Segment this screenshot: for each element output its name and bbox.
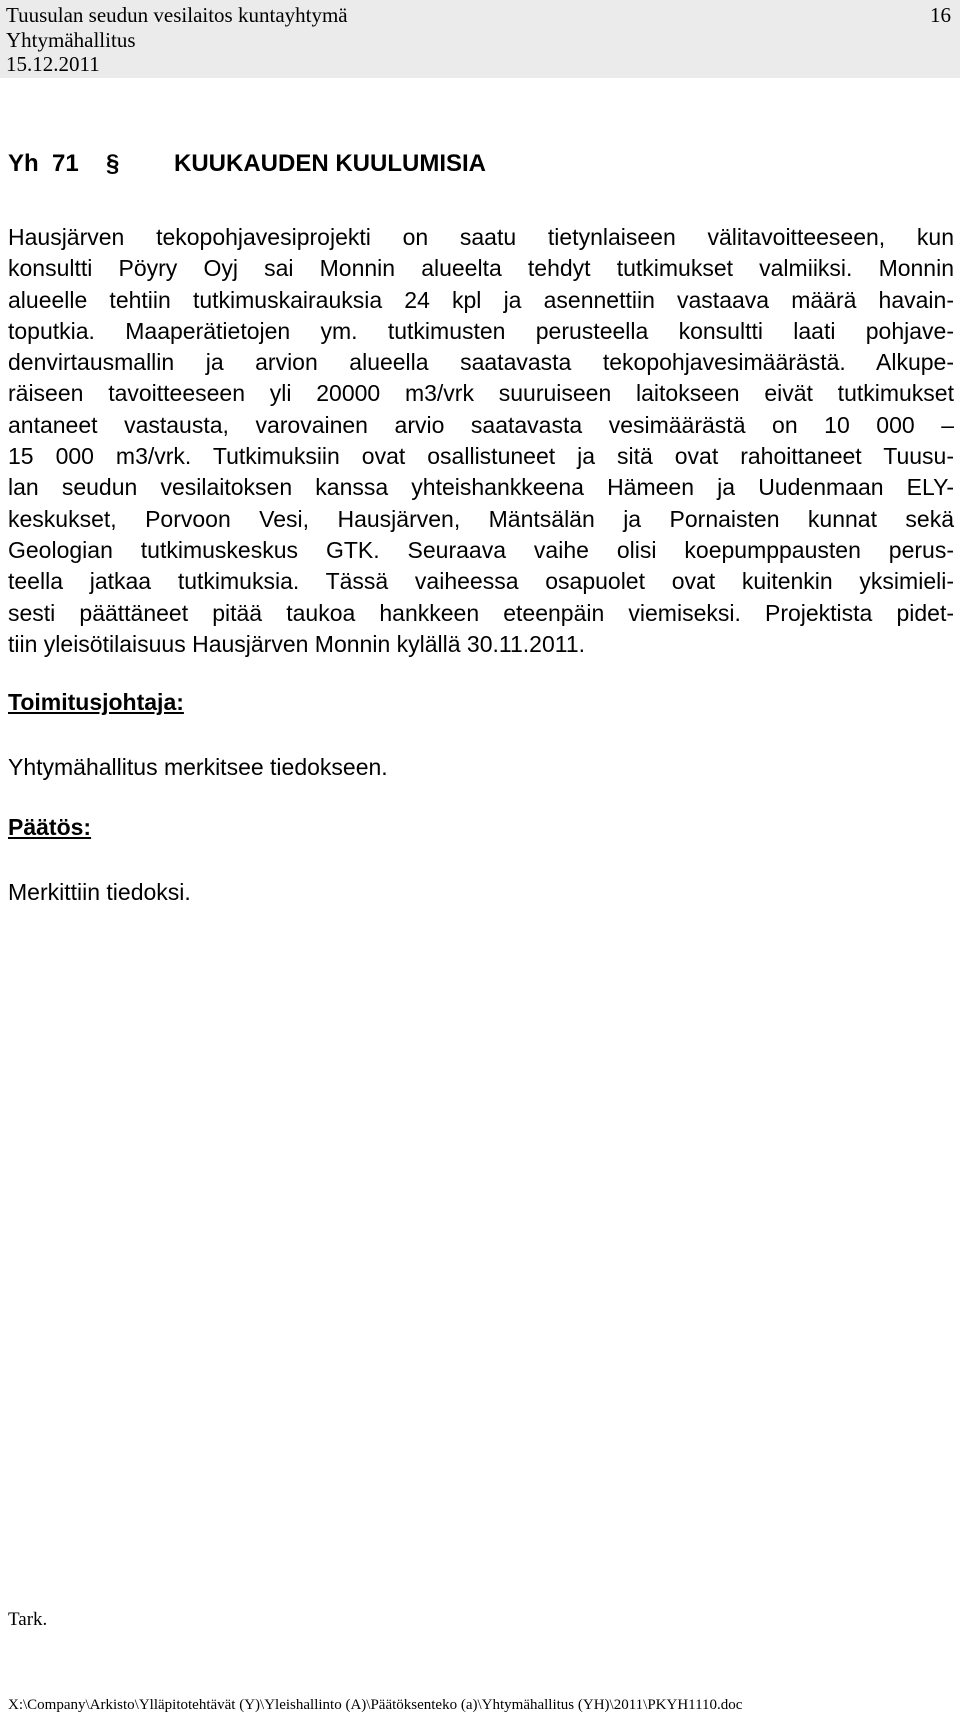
document-header	[0, 0, 960, 78]
decision-label: Päätös:	[8, 814, 92, 840]
organization-name: Tuusulan seudun vesilaitos kuntayhtymä	[6, 3, 348, 27]
body-line: antaneet vastausta, varovainen arvio saatavasta vesimäärästä on 10 000 –	[8, 411, 954, 438]
checked-mark: Tark.	[8, 1609, 48, 1630]
body-line: alueelle tehtiin tutkimuskairauksia 24 kpl ja asennettiin vastaava määrä havain-	[8, 286, 954, 313]
body-line: räiseen tavoitteeseen yli 20000 m3/vrk suuruiseen laitokseen eivät tutkimukset	[8, 380, 954, 407]
meeting-body: Yhtymähallitus	[6, 28, 136, 52]
proposal-label: Toimitusjohtaja:	[8, 689, 184, 715]
file-path: X:\Company\Arkisto\Ylläpitotehtävät (Y)\Yleishallinto (A)\Päätöksenteko (a)\Yhtymähallitus (YH)\2011\PKYH1110.doc	[8, 1697, 743, 1713]
body-line: sesti päättäneet pitää taukoa hankkeen eteenpäin viemiseksi. Projektista pidet-	[8, 599, 954, 626]
body-line: lan seudun vesilaitoksen kanssa yhteishankkeena Hämeen ja Uudenmaan ELY-	[8, 474, 954, 501]
section-mark: §	[106, 150, 120, 177]
meeting-date: 15.12.2011	[6, 52, 100, 76]
proposal-text: Yhtymähallitus merkitsee tiedokseen.	[8, 754, 388, 780]
body-line: toputkia. Maaperätietojen ym. tutkimusten perusteella konsultti laati pohjave-	[8, 317, 954, 344]
page-number: 16	[930, 3, 951, 27]
body-line: Hausjärven tekopohjavesiprojekti on saatu tietynlaiseen välitavoitteeseen, kun	[8, 224, 954, 250]
decision-text: Merkittiin tiedoksi.	[8, 879, 191, 905]
body-line: teella jatkaa tutkimuksia. Tässä vaiheessa osapuolet ovat kuitenkin yksimieli-	[8, 568, 954, 595]
body-line: tiin yleisötilaisuus Hausjärven Monnin kylällä 30.11.2011.	[8, 630, 586, 657]
section-id: Yh 71	[8, 150, 79, 177]
section-body	[8, 222, 954, 660]
body-line: denvirtausmallin ja arvion alueella saatavasta tekopohjavesimäärästä. Alkupe-	[8, 349, 954, 376]
body-line: konsultti Pöyry Oyj sai Monnin alueelta tehdyt tutkimukset valmiiksi. Monnin	[8, 255, 954, 282]
section-title: KUUKAUDEN KUULUMISIA	[174, 150, 486, 177]
body-line: 15 000 m3/vrk. Tutkimuksiin ovat osallistuneet ja sitä ovat rahoittaneet Tuusu-	[8, 443, 954, 470]
body-line: Geologian tutkimuskeskus GTK. Seuraava vaihe olisi koepumppausten perus-	[8, 536, 954, 563]
body-line: keskukset, Porvoon Vesi, Hausjärven, Mäntsälän ja Pornaisten kunnat sekä	[8, 505, 954, 532]
